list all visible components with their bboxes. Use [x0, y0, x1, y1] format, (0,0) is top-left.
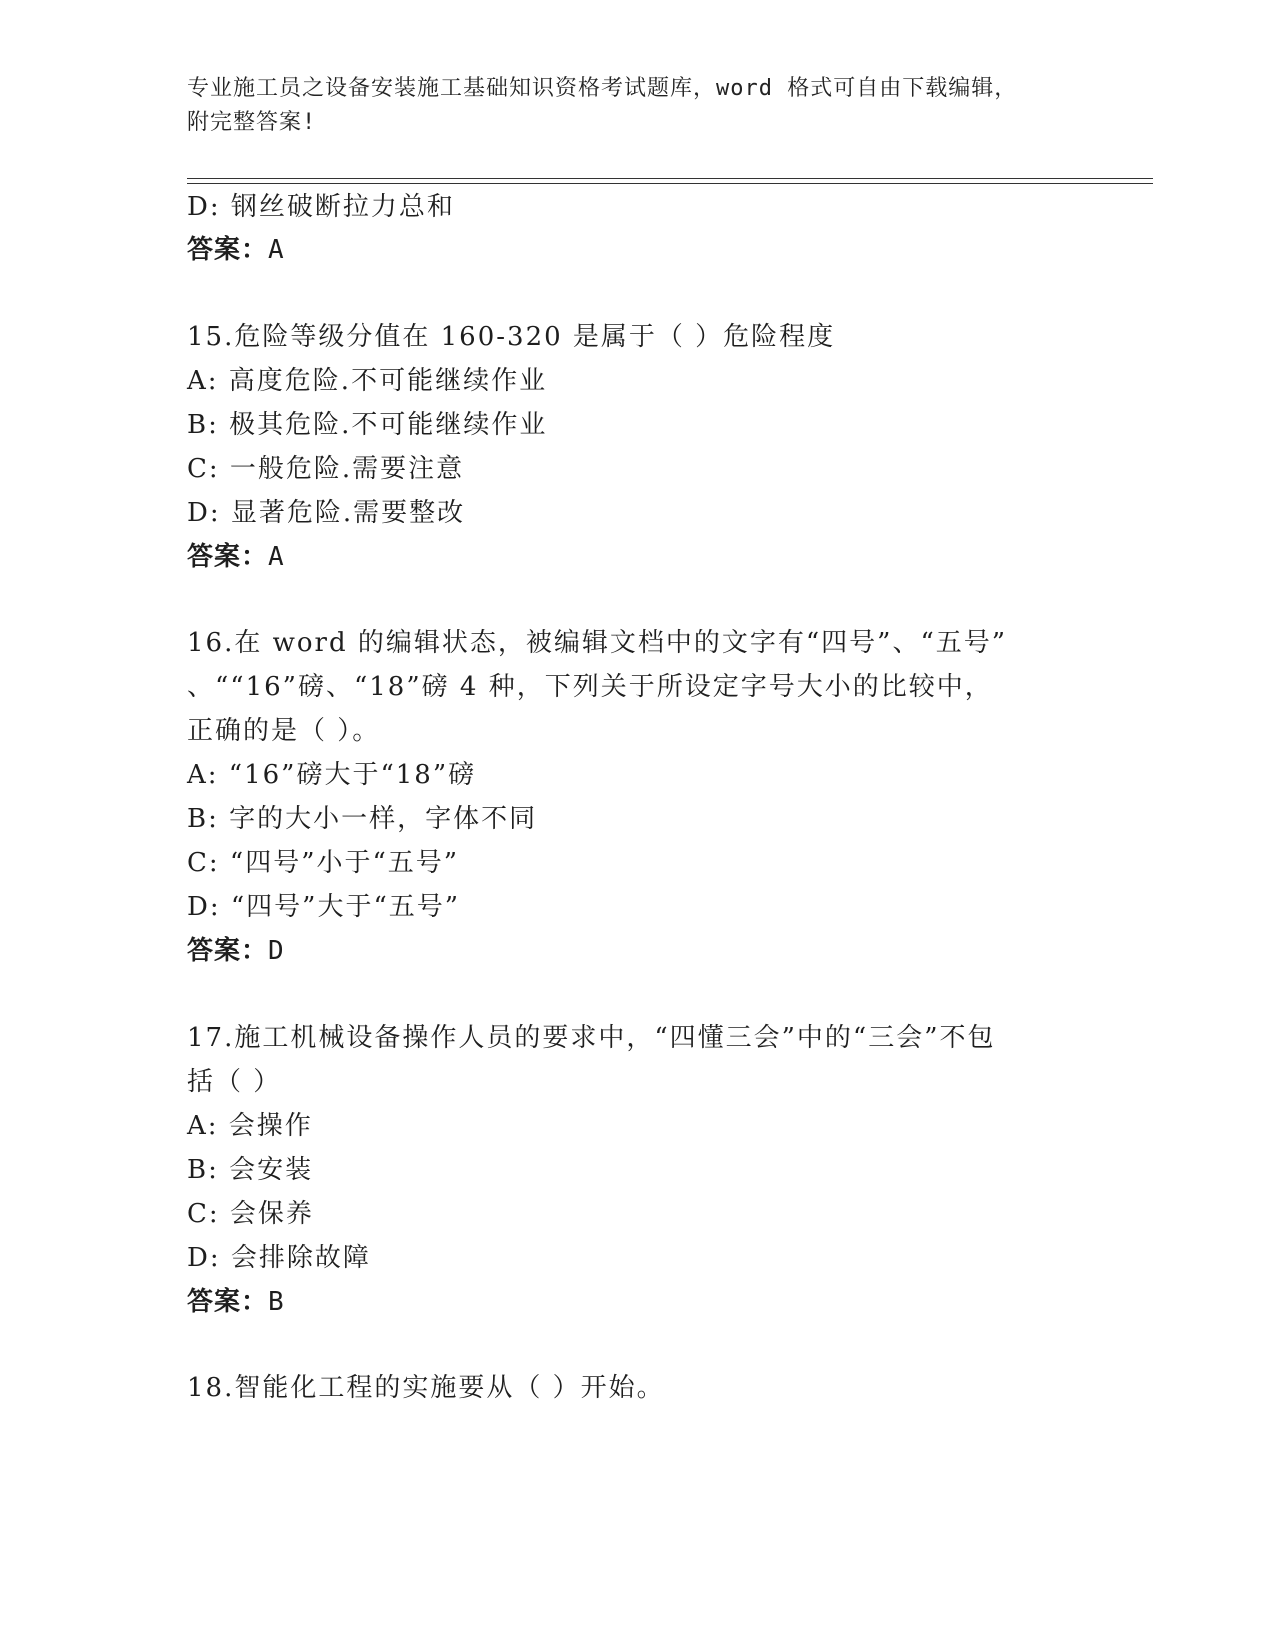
answer-value: B	[268, 1287, 285, 1317]
option-d: D: 钢丝破断拉力总和	[187, 192, 455, 222]
question-stem: 15.危险等级分值在 160-320 是属于（ ）危险程度	[187, 322, 836, 352]
question-stem: 16.在 word 的编辑状态，被编辑文档中的文字有“四号”、“五号”	[187, 628, 1008, 658]
answer-line	[187, 934, 285, 968]
option-b: B: 字的大小一样，字体不同	[187, 804, 538, 834]
option-c: C: 一般危险.需要注意	[187, 454, 465, 484]
answer-line	[187, 540, 285, 574]
answer-label: 答案：	[187, 1287, 269, 1317]
header-divider-bottom	[187, 183, 1153, 184]
question-stem-continued: 正确的是（ ）。	[187, 716, 381, 746]
answer-line	[187, 233, 285, 267]
option-d: D: 显著危险.需要整改	[187, 498, 466, 528]
question-stem: 18.智能化工程的实施要从（ ）开始。	[187, 1373, 665, 1403]
header-divider-top	[187, 178, 1153, 179]
answer-value: A	[268, 235, 285, 265]
option-b: B: 极其危险.不可能继续作业	[187, 410, 548, 440]
answer-value: D	[268, 936, 285, 966]
answer-label: 答案：	[187, 936, 269, 966]
option-a: A: 会操作	[187, 1111, 313, 1141]
option-b: B: 会安装	[187, 1155, 314, 1185]
option-c: C: “四号”小于“五号”	[187, 848, 460, 878]
option-c: C: 会保养	[187, 1199, 314, 1229]
page-header	[187, 72, 1067, 140]
answer-line	[187, 1285, 285, 1319]
question-stem-continued: 括（ ）	[187, 1067, 282, 1097]
answer-label: 答案：	[187, 235, 269, 265]
option-a: A: “16”磅大于“18”磅	[187, 760, 477, 790]
header-title-line-1: 专业施工员之设备安装施工基础知识资格考试题库，word 格式可自由下载编辑，	[187, 76, 1018, 101]
answer-label: 答案：	[187, 542, 269, 572]
question-stem-continued: 、““16”磅、“18”磅 4 种，下列关于所设定字号大小的比较中，	[187, 672, 993, 702]
header-title-line-2: 附完整答案!	[187, 110, 317, 135]
option-d: D: “四号”大于“五号”	[187, 892, 461, 922]
option-d: D: 会排除故障	[187, 1243, 371, 1273]
option-a: A: 高度危险.不可能继续作业	[187, 366, 548, 396]
answer-value: A	[268, 542, 285, 572]
question-stem: 17.施工机械设备操作人员的要求中，“四懂三会”中的“三会”不包	[187, 1023, 996, 1053]
